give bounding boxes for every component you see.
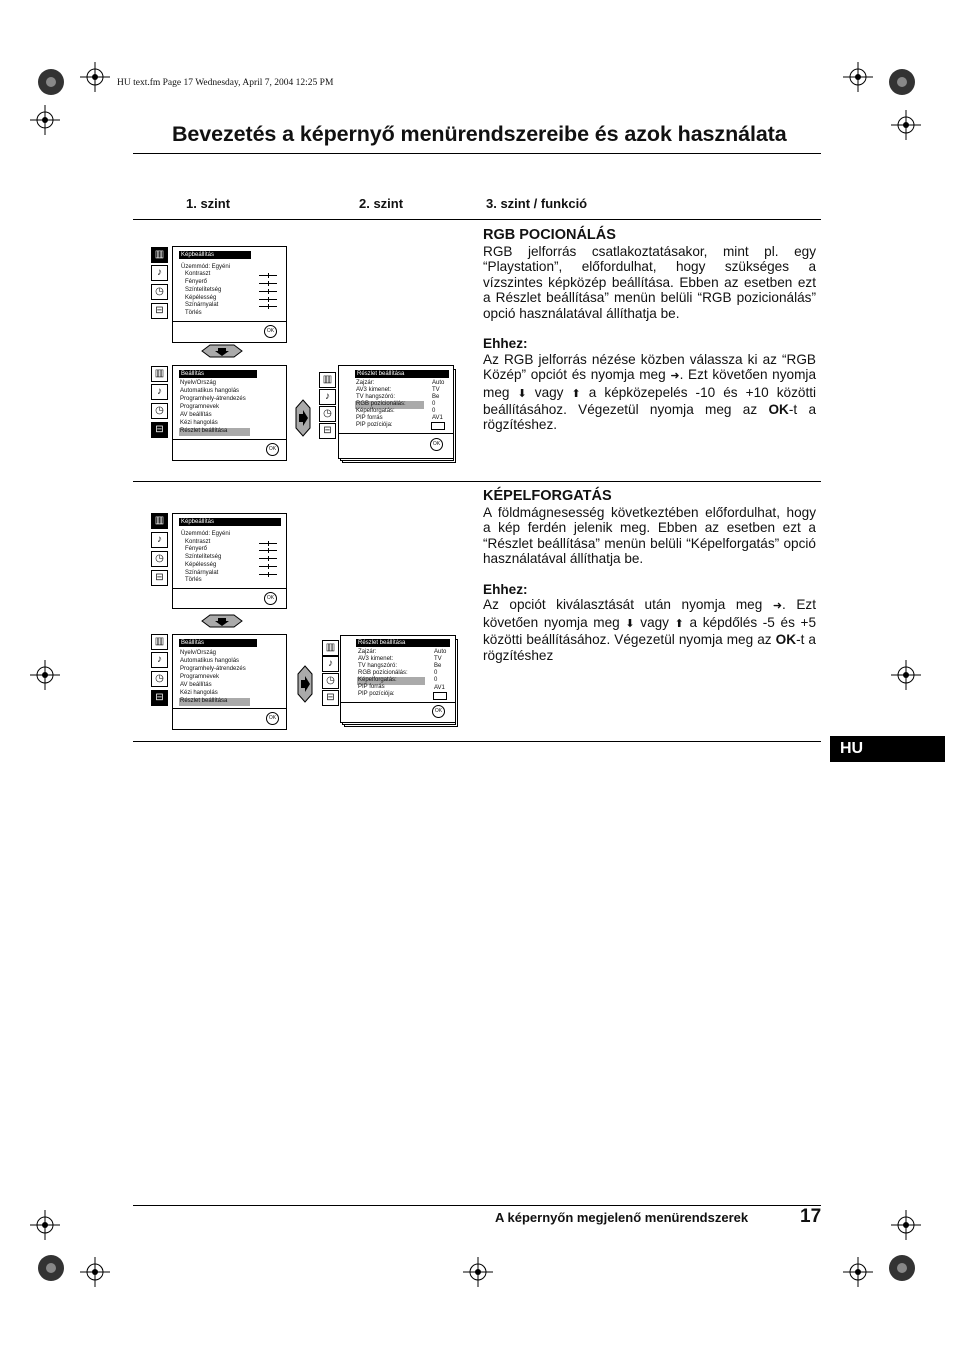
menu-item: Kontraszt: [185, 539, 211, 545]
menu-header: Részlet beállítása: [355, 370, 449, 378]
menu-value: TV: [434, 656, 442, 662]
sound-icon: ♪: [151, 652, 168, 668]
menu-value: 0: [434, 677, 438, 683]
pip-position-box: [431, 422, 445, 430]
menu-item: Nyelv/Ország: [180, 650, 217, 656]
picture-icon: ▥: [151, 247, 168, 263]
clock-icon: ◷: [319, 406, 336, 422]
setup-icon: ⊟: [319, 423, 336, 439]
slider: [259, 566, 277, 567]
sound-icon: ♪: [151, 532, 168, 548]
menu-mode: Üzemmód: Egyéni: [181, 531, 231, 537]
right-arrow-icon: ➜: [772, 600, 783, 613]
menu-item: AV3 kimenet:: [356, 387, 392, 393]
section1-how-label: Ehhez:: [483, 336, 528, 352]
section1-instructions: Az RGB jelforrás nézése közben válassza ki az “RGB Közép” opciót és nyomja meg ➜. Ezt követően nyomja meg ⬇ vagy ⬆ a képközepelés -10 és +10 közötti beállításához. Végezetül nyomja meg az OK-t a rögzítéshez.: [483, 351, 817, 433]
menu-item: TV hangszóró:: [356, 394, 396, 400]
nav-down-icon: [200, 614, 244, 628]
registration-mark: [30, 105, 60, 135]
menu-value: 0: [432, 408, 436, 414]
page-title: Bevezetés a képernyő menürendszereibe és azok használata: [172, 122, 787, 146]
file-info-header: HU text.fm Page 17 Wednesday, April 7, 2004 12:25 PM: [117, 78, 334, 88]
footer-title: A képernyőn megjelenő menürendszerek: [495, 1210, 749, 1225]
setup-icon: ⊟: [322, 690, 339, 706]
menu-mode: Üzemmód: Egyéni: [181, 264, 231, 270]
section-rule: [133, 741, 821, 742]
menu-item: Kézi hangolás: [180, 420, 218, 426]
section-rule: [133, 481, 821, 482]
ok-button-icon: OK: [266, 712, 279, 725]
sound-icon: ♪: [322, 656, 339, 672]
menu-item: Programhely-átrendezés: [180, 396, 246, 402]
sound-icon: ♪: [319, 389, 336, 405]
slider: [259, 550, 277, 551]
menu-item: Színtelítetség: [185, 287, 222, 293]
picture-icon: ▥: [151, 513, 168, 529]
menu-header: Részlet beállítása: [356, 639, 450, 647]
registration-mark: [463, 1257, 493, 1287]
registration-mark: [80, 62, 110, 92]
menu-item: Képélesség: [185, 295, 217, 301]
menu-item: Kontraszt: [185, 271, 211, 277]
menu-item: Zajzár:: [358, 649, 377, 655]
menu-divider: [341, 702, 455, 703]
picture-icon: ▥: [151, 366, 168, 382]
clock-icon: ◷: [151, 551, 168, 567]
menu-item: TV hangszóró:: [358, 663, 398, 669]
menu-item: Színárnyalat: [185, 302, 219, 308]
up-arrow-icon: ⬆: [571, 387, 581, 400]
level-3-heading: 3. szint / funkció: [486, 196, 588, 211]
down-arrow-icon: ⬇: [517, 387, 527, 400]
picture-menu-screen: [172, 246, 287, 343]
nav-right-icon: [296, 664, 314, 704]
registration-mark: [891, 660, 921, 690]
menu-value: Be: [434, 663, 442, 669]
color-wheel-mark: [887, 1253, 917, 1283]
menu-item-selected: Részlet beállítása: [179, 428, 250, 436]
slider: [259, 283, 277, 284]
pip-position-box: [433, 692, 447, 700]
nav-down-icon: [200, 344, 244, 358]
section2-how-label: Ehhez:: [483, 582, 528, 598]
picture-icon: ▥: [151, 634, 168, 650]
setup-icon: ⊟: [151, 690, 168, 706]
menu-value: Auto: [432, 380, 445, 386]
registration-mark: [30, 1210, 60, 1240]
menu-item: Színtelítetség: [185, 554, 222, 560]
detail-menu-screen: [340, 635, 456, 723]
footer-rule: [133, 1205, 821, 1206]
setup-icon: ⊟: [151, 570, 168, 586]
menu-header: Beállítás: [179, 370, 257, 378]
clock-icon: ◷: [322, 673, 339, 689]
nav-right-icon: [294, 398, 312, 438]
section2-instructions: Az opciót kiválasztását után nyomja meg ➜. Ezt követően nyomja meg ⬇ vagy ⬆ a képdőlés -5 és +5 közötti beállításához. Végezetül nyomja meg az OK-t a rögzítéshez: [483, 597, 817, 663]
ok-button-icon: OK: [264, 325, 277, 338]
menu-item: Nyelv/Ország: [180, 380, 217, 386]
sound-icon: ♪: [151, 265, 168, 281]
menu-divider: [173, 439, 286, 440]
ok-button-icon: OK: [430, 438, 443, 451]
registration-mark: [891, 110, 921, 140]
section1-text: [483, 244, 816, 433]
menu-item: Zajzár:: [356, 380, 375, 386]
slider: [259, 299, 277, 300]
registration-mark: [30, 660, 60, 690]
menu-item-selected: RGB pozícionálás:: [355, 401, 424, 409]
setup-icon: ⊟: [151, 303, 168, 319]
setup-menu-screen: [172, 634, 287, 730]
slider: [259, 291, 277, 292]
picture-menu-screen: [172, 513, 287, 609]
slider: [259, 558, 277, 559]
menu-item: Automatikus hangolás: [180, 388, 240, 394]
menu-header: Képbeállítás: [179, 518, 281, 526]
ok-button-icon: OK: [264, 592, 277, 605]
picture-icon: ▥: [322, 640, 339, 656]
section1-title: RGB POCIONÁLÁS: [483, 227, 616, 243]
menu-header: Képbeállítás: [179, 251, 251, 259]
sound-icon: ♪: [151, 384, 168, 400]
slider: [259, 275, 277, 276]
menu-value: 0: [434, 670, 438, 676]
menu-item: Fényerő: [185, 279, 208, 285]
page-number: 17: [800, 1206, 822, 1227]
menu-item: Törlés: [185, 577, 202, 583]
menu-item: Programnevek: [180, 674, 220, 680]
registration-mark: [80, 1257, 110, 1287]
menu-item-selected: Képelforgatás:: [357, 677, 425, 685]
detail-menu-screen: [338, 365, 454, 459]
menu-item-selected: Részlet beállítása: [179, 698, 250, 706]
down-arrow-icon: ⬇: [625, 617, 635, 630]
menu-divider: [173, 588, 286, 589]
menu-item: Programnevek: [180, 404, 220, 410]
registration-mark: [843, 62, 873, 92]
menu-item: Fényerő: [185, 546, 208, 552]
menu-value: AV1: [432, 415, 443, 421]
registration-mark: [891, 1210, 921, 1240]
menu-item: Kézi hangolás: [180, 690, 218, 696]
menu-item: PIP forrás: [356, 415, 383, 421]
title-rule: [133, 153, 821, 154]
clock-icon: ◷: [151, 403, 168, 419]
registration-mark: [843, 1257, 873, 1287]
level-1-heading: 1. szint: [186, 196, 231, 211]
menu-item: Programhely-átrendezés: [180, 666, 246, 672]
setup-menu-screen: [172, 365, 287, 461]
clock-icon: ◷: [151, 671, 168, 687]
slider: [259, 543, 277, 544]
menu-value: 0: [432, 401, 436, 407]
menu-divider: [173, 321, 286, 322]
ok-button-icon: OK: [266, 443, 279, 456]
menu-value: AV1: [434, 685, 445, 691]
ok-button-icon: OK: [432, 705, 445, 718]
menu-item: AV3 kimenet:: [358, 656, 394, 662]
menu-divider: [173, 708, 286, 709]
menu-value: Be: [432, 394, 440, 400]
menu-item: AV beállítás: [180, 412, 212, 418]
menu-item: PIP forrás: [358, 684, 385, 690]
menu-item: Törlés: [185, 310, 202, 316]
levels-rule: [133, 219, 821, 220]
menu-item: PIP pozíciója:: [358, 691, 395, 697]
section1-body: RGB jelforrás csatlakoztatásakor, mint pl. egy “Playstation”, előfordulhat, hogy szükséges a vízszintes képközép beállítása. Ebben az esetben ezt a Részlet beállítása” menün belüli “RGB pozicionálás” opció használatával állíthatja be.: [483, 244, 816, 321]
color-wheel-mark: [36, 1253, 66, 1283]
menu-value: Auto: [434, 649, 447, 655]
menu-item: Képelforgatás:: [356, 408, 395, 414]
menu-item: PIP pozíciója:: [356, 422, 393, 428]
right-arrow-icon: ➜: [670, 370, 680, 383]
section2-text: [483, 505, 816, 663]
clock-icon: ◷: [151, 284, 168, 300]
setup-icon: ⊟: [151, 422, 168, 438]
menu-item: AV beállítás: [180, 682, 212, 688]
level-2-heading: 2. szint: [359, 196, 404, 211]
menu-item: Automatikus hangolás: [180, 658, 240, 664]
slider: [259, 574, 277, 575]
menu-divider: [339, 433, 453, 434]
section2-title: KÉPELFORGATÁS: [483, 488, 612, 504]
picture-icon: ▥: [319, 372, 336, 388]
menu-item: RGB pozícionálás:: [358, 670, 408, 676]
menu-item: Képélesség: [185, 562, 217, 568]
color-wheel-mark: [36, 67, 66, 97]
section2-body: A földmágnesesség következtében előfordulhat, hogy a kép ferdén jelenik meg. Ebben az esetben ezt a “Részlet beállítása” menün belüli “Képelforgatás” opció használatával állíthatja be.: [483, 505, 816, 567]
language-tab: HU: [830, 736, 945, 762]
up-arrow-icon: ⬆: [674, 617, 684, 630]
menu-header: Beállítás: [179, 639, 257, 647]
menu-item: Színárnyalat: [185, 570, 219, 576]
slider: [259, 306, 277, 307]
color-wheel-mark: [887, 67, 917, 97]
menu-value: TV: [432, 387, 440, 393]
